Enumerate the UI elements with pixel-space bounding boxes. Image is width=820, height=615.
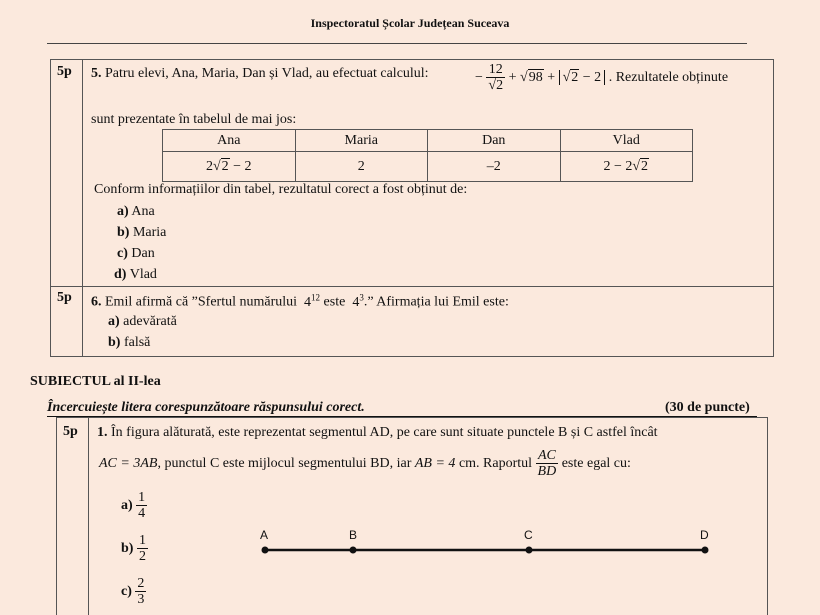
expr-sqrt-98: √98 (520, 70, 543, 86)
s2q1-line-1: 1. În figura alăturată, este reprezentat segmentul AD, pe care sunt situate punctele B și C astfel încât (97, 425, 658, 440)
results-table (162, 129, 693, 182)
question-table (50, 59, 774, 357)
s2q1-ratio: $\frac{AC}{BD}$ (537, 448, 557, 480)
q5-option-a: a) Ana (117, 204, 155, 219)
section-title: SUBIECTUL al II-lea (30, 374, 161, 389)
segment-figure (257, 526, 737, 576)
s2q1-option-a: a) $\frac{1}{4}$ (121, 490, 146, 522)
section-instruction: Încercuiește litera corespunzătoare răspunsului corect. (47, 400, 757, 417)
results-header-row (163, 130, 693, 152)
section2-question-table (56, 417, 768, 615)
s2q1-line-2: AC = 3AB, punctul C este mijlocul segmentului BD, iar AB = 4 cm. Raportul $\frac{AC}{BD}$ este egal cu: (99, 448, 631, 480)
q5-points: 5p (57, 64, 72, 79)
q5-statement (91, 66, 429, 82)
point-d-label: D (700, 528, 709, 542)
section-score: (30 de puncte) (665, 400, 750, 415)
q6-power-2: $4^3$ (352, 292, 364, 310)
s2q1-option-c: c) $\frac{2}{3}$ (121, 576, 145, 608)
q5-option-b: b) Maria (117, 225, 167, 240)
q5-line-2: sunt prezentate în tabelul de mai jos: (91, 112, 297, 127)
result-dan: –2 (428, 152, 561, 182)
q6-number: 6. (91, 294, 102, 310)
results-header-maria: Maria (295, 130, 428, 152)
q5-expression (475, 62, 728, 94)
expr-plus-1: + (508, 70, 517, 86)
q5-conclusion: Conform informațiilor din tabel, rezultatul corect a fost obținut de: (94, 182, 468, 197)
point-a-dot (262, 547, 269, 554)
q5-option-d: d) Vlad (114, 267, 157, 282)
s2q1-points: 5p (63, 424, 78, 439)
expr-minus: − (475, 70, 483, 86)
q5-number: 5. (91, 66, 102, 81)
q6-option-b: b) falsă (108, 335, 151, 350)
q5-text-before: Patru elevi, Ana, Maria, Dan și Vlad, au efectuat calculul: (105, 66, 429, 81)
point-c-dot (526, 547, 533, 554)
result-ana: 2√2 − 2 (163, 152, 296, 182)
expr-plus-2: + (547, 70, 556, 86)
results-header-dan: Dan (428, 130, 561, 152)
q5-option-c: c) Dan (117, 246, 155, 261)
expr-fraction-num: 12 (488, 62, 503, 77)
expr-fraction: $\frac{12}{√2}$ (488, 62, 504, 94)
q6-points: 5p (57, 290, 72, 305)
q5-text-after: . Rezultatele obținute (608, 70, 729, 86)
results-header-ana: Ana (163, 130, 296, 152)
page-header: Inspectoratul Școlar Județean Suceava (310, 16, 510, 30)
point-b-label: B (349, 528, 358, 542)
column-divider (82, 60, 83, 356)
expr-absolute: √2 − 2 (559, 70, 606, 85)
s2q1-eq-1: AC = 3AB (99, 456, 158, 472)
row-divider (51, 286, 773, 287)
point-b-dot (350, 547, 357, 554)
s2q1-number: 1. (97, 425, 108, 440)
result-vlad: 2 − 2√2 (560, 152, 693, 182)
results-header-vlad: Vlad (560, 130, 693, 152)
point-d-dot (702, 547, 709, 554)
q6-option-a: a) adevărată (108, 314, 177, 329)
column-divider (88, 418, 89, 615)
expr-fraction-den: 2 (496, 78, 504, 94)
results-value-row (163, 152, 693, 182)
q6-power-1: $4^{12}$ (304, 292, 321, 310)
point-a-label: A (260, 528, 269, 542)
point-c-label: C (524, 528, 533, 542)
s2q1-option-b: b) $\frac{1}{2}$ (121, 533, 146, 565)
header-rule (47, 43, 747, 44)
result-maria: 2 (295, 152, 428, 182)
s2q1-eq-2: AB = 4 (414, 456, 456, 472)
q6-statement: 6. Emil afirmă că ”Sfertul numărului $4^{12}$ este $4^3$.” Afirmația lui Emil este: (91, 292, 509, 310)
